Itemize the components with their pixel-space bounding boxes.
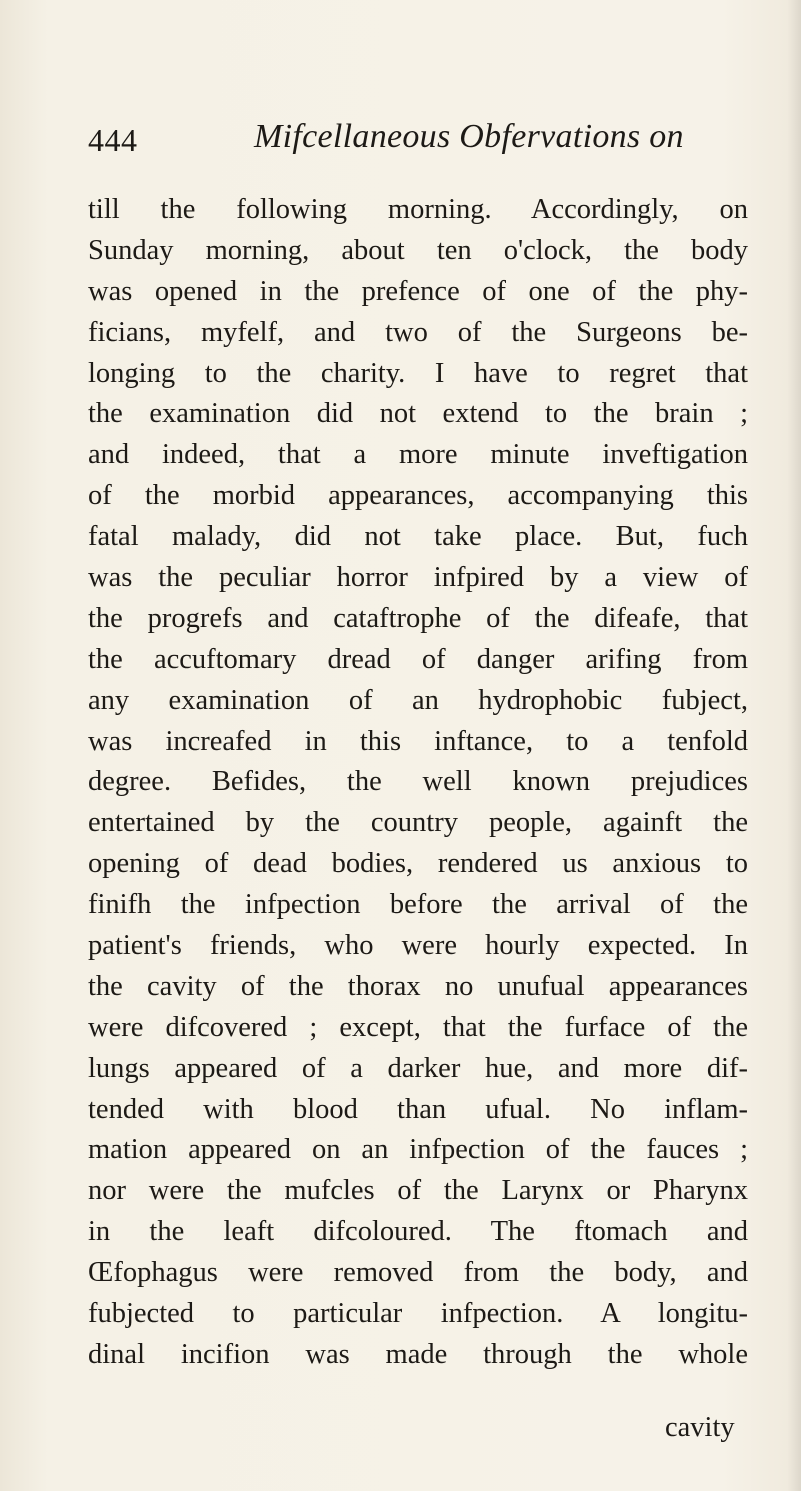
text-line: dinal incifion was made through the whole [88, 1338, 748, 1370]
text-line: longing to the charity. I have to regret that [88, 357, 748, 389]
text-line: Sunday morning, about ten o'clock, the body [88, 234, 748, 266]
text-line: the accuftomary dread of danger arifing from [88, 643, 748, 675]
text-line: mation appeared on an infpection of the fauces ; [88, 1134, 748, 1166]
text-line: and indeed, that a more minute inveftigation [88, 439, 748, 471]
text-line: ficians, myfelf, and two of the Surgeons be- [88, 316, 748, 348]
running-head [88, 118, 728, 166]
catchword: cavity [665, 1412, 735, 1443]
text-line: were difcovered ; except, that the furface of the [88, 1011, 748, 1043]
text-line: patient's friends, who were hourly expected. In [88, 930, 748, 962]
text-line: opening of dead bodies, rendered us anxious to [88, 848, 748, 880]
body-text [88, 190, 748, 1376]
text-line: fatal malady, did not take place. But, fuch [88, 521, 748, 553]
text-line: the progrefs and cataftrophe of the difeafe, that [88, 602, 748, 634]
text-line: of the morbid appearances, accompanying this [88, 480, 748, 512]
page-edge-shadow [787, 0, 801, 1491]
text-line: degree. Befides, the well known prejudices [88, 766, 748, 798]
page-number: 444 [88, 122, 138, 158]
text-line: the examination did not extend to the brain ; [88, 398, 748, 430]
text-line: nor were the mufcles of the Larynx or Pharynx [88, 1175, 748, 1207]
text-line: Œfophagus were removed from the body, and [88, 1257, 748, 1289]
text-line: the cavity of the thorax no unufual appearances [88, 970, 748, 1002]
text-line: finifh the infpection before the arrival of the [88, 889, 748, 921]
running-title: Mifcellaneous Obfervations on [254, 118, 684, 155]
text-line: was the peculiar horror infpired by a view of [88, 562, 748, 594]
text-line: fubjected to particular infpection. A longitu- [88, 1298, 748, 1330]
text-line: any examination of an hydrophobic fubject, [88, 684, 748, 716]
text-line: lungs appeared of a darker hue, and more dif- [88, 1052, 748, 1084]
text-line: was increafed in this inftance, to a tenfold [88, 725, 748, 757]
text-line: in the leaft difcoloured. The ftomach and [88, 1216, 748, 1248]
text-line: till the following morning. Accordingly, on [88, 194, 748, 225]
text-line: entertained by the country people, againft the [88, 807, 748, 839]
text-line: tended with blood than ufual. No inflam- [88, 1093, 748, 1125]
text-line: was opened in the prefence of one of the phy- [88, 275, 748, 307]
